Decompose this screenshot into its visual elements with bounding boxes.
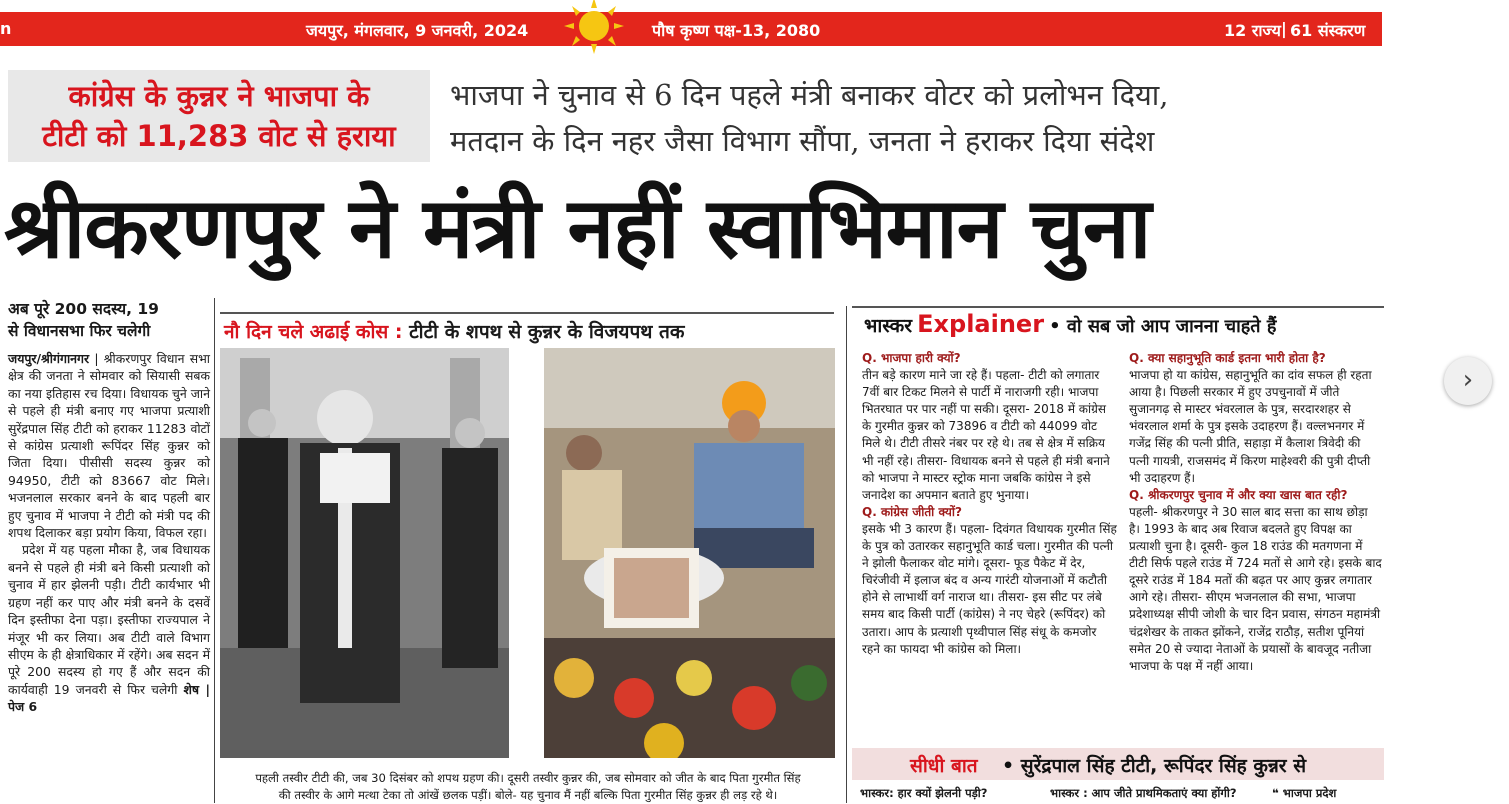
result-line-1: कांग्रेस के कुन्नर ने भाजपा के: [68, 79, 370, 113]
explainer-question: Q. श्रीकरणपुर चुनाव में और क्या खास बात रही?: [1129, 487, 1348, 502]
photo-oath-ceremony: [220, 348, 509, 758]
masthead-bar: [0, 12, 1382, 46]
kicker-line-2: मतदान के दिन नहर जैसा विभाग सौंपा, जनता ने हराकर दिया संदेश: [450, 124, 1155, 158]
direct-talk-label: सीधी बात: [910, 755, 978, 777]
center-headline-red: नौ दिन चले अढाई कोस :: [224, 321, 403, 343]
left-headline-line-2: से विधानसभा फिर चलेगी: [8, 322, 151, 340]
left-headline-line-1: अब पूरे 200 सदस्य, 19: [8, 300, 159, 318]
left-story-body: जयपुर/श्रीगंगानगर | श्रीकरणपुर विधान सभा क्षेत्र की जनता ने सोमवार को सियासी सबक का नया इतिहास रच दिया। विधायक चुने जाने से पहले ही मंत्री बनाए गए भाजपा प्रत्याशी सुरेंद्रपाल सिंह टीटी को हराकर 11283 वोटों से कांग्रेस प्रत्याशी रूपिंदर सिंह कुन्नर को जिता दिया। पीसीसी सदस्य कुन्नर को 94950, टीटी को 83667 वोट मिले। भजनलाल सरकार बनने के बाद पहली बार हुए चुनाव में भाजपा ने टीटी को मंत्री पद की शपथ दिलाकर बड़ा प्रयोग किया, विफल रहा। प्रदेश में यह पहला मौका है, जब विधायक बनने से पहले ही मंत्री बने किसी प्रत्याशी को चुनाव में हार झेलनी पड़ी। टीटी कार्यभार भी ग्रहण नहीं कर पाए और मंत्री बनने के दसवें दिन इस्तीफा देना पड़ा। इस्तीफा राज्यपाल ने मंजूर भी कर लिया। अब टीटी वाले विभाग सीएम के ही क्षेत्राधिकार में रहेंगे। अब सदन में पूरे 200 सदस्य हो गए हैं और सदन की कार्यवाही 19 जनवरी से फिर चलेगी शेष | पेज 6: [8, 351, 210, 715]
sun-logo-icon: [560, 0, 628, 60]
result-box: [8, 70, 430, 162]
explainer-column-1: [862, 350, 1117, 658]
masthead-states: 12 राज्य: [1224, 21, 1281, 40]
explainer-rule: [852, 306, 1384, 308]
left-para-2: प्रदेश में यह पहला मौका है, जब विधायक बनने से पहले ही मंत्री बने किसी प्रत्याशी को चुनाव में हार झेलनी पड़ी। टीटी कार्यभार भी ग्रहण नहीं कर पाए और मंत्री बनने के दसवें दिन इस्तीफा देना पड़ा। इस्तीफा राज्यपाल ने मंजूर भी कर लिया। अब टीटी वाले विभाग सीएम के ही क्षेत्राधिकार में रहेंगे। अब सदन में पूरे 200 सदस्य हो गए हैं और सदन की कार्यवाही 19 जनवरी से फिर चलेगी: [8, 542, 210, 697]
column-divider-right: [846, 306, 847, 803]
next-slide-button[interactable]: [1444, 357, 1492, 405]
masthead-editions: 61 संस्करण: [1290, 21, 1366, 40]
explainer-question: Q. कांग्रेस जीती क्यों?: [862, 504, 962, 519]
photo-victory-crowd: [544, 348, 835, 758]
masthead-divider: |: [1281, 19, 1287, 38]
direct-talk-subject: • सुरेंद्रपाल सिंह टीटी, रूपिंदर सिंह कुन्नर से: [1002, 755, 1307, 777]
photo-caption: [226, 770, 830, 804]
explainer-header: [864, 310, 1384, 344]
result-line-2: टीटी को 11,283 वोट से हराया: [42, 119, 396, 153]
main-headline: श्रीकरणपुर ने मंत्री नहीं स्वाभिमान चुना: [4, 179, 1151, 277]
kicker: [450, 72, 1390, 164]
interview-question: भास्कर : आप जीते प्राथमिकताएं क्या होंगी?: [1050, 786, 1237, 800]
explainer-answer: पहली- श्रीकरणपुर ने 30 साल बाद सत्ता का साथ छोड़ा है। 1993 के बाद अब रिवाज बदलते हुए विपक्ष का प्रत्याशी चुना है। दूसरी- कुल 18 राउंड की मतगणना में टीटी सिर्फ पहले राउंड में 724 मतों से आगे रहे। इसके बाद दूसरे राउंड में 184 मतों की बढ़त पर आए कुन्नर लगातार आगे रहे। तीसरा- सीएम भजनलाल की सभा, भाजपा प्रदेशाध्यक्ष सीपी जोशी के चार दिन प्रवास, संगठन महामंत्री चंद्रशेखर के ताकत झोंकने, राजेंद्र राठौड़, सतीश पूनियां समेत 20 से ज्यादा नेताओं के प्रयासों के बावजूद नतीजा भाजपा के पक्ष में नहीं आया।: [1129, 504, 1382, 673]
continued-link[interactable]: शेष | पेज 6: [8, 681, 210, 715]
direct-talk-banner: [852, 748, 1384, 780]
center-headline: [224, 318, 834, 344]
masthead-tithi: पौष कृष्ण पक्ष-13, 2080: [652, 21, 821, 40]
explainer-brand: भास्कर: [864, 315, 913, 337]
masthead-date: जयपुर, मंगलवार, 9 जनवरी, 2024: [306, 21, 529, 40]
chevron-right-icon: ›: [1462, 365, 1474, 395]
explainer-answer: भाजपा हो या कांग्रेस, सहानुभूति का दांव सफल ही रहता आया है। पिछली सरकार में हुए उपचुनावों में जीते सुजानगढ़ से मास्टर भंवरलाल के पुत्र, सरदारशहर से भंवरलाल शर्मा के पुत्र इसके उदाहरण हैं। वल्लभनगर में गजेंद्र सिंह की पत्नी प्रीति, सहाड़ा में कैलाश त्रिवेदी की पत्नी गायत्री, राजसमंद में किरण माहेश्वरी की पुत्री दीप्ती भी उदाहरण हैं।: [1129, 368, 1372, 485]
column-divider: [214, 298, 215, 803]
left-para-1: श्रीकरणपुर विधान सभा क्षेत्र की जनता ने सोमवार को सियासी सबक का नया इतिहास रच दिया। विधायक चुने जाने से पहले ही मंत्री बनाए गए भाजपा प्रत्याशी सुरेंद्रपाल सिंह टीटी को हराकर 11283 वोटों से कांग्रेस प्रत्याशी रूपिंदर सिंह कुन्नर को जिता दिया। पीसीसी सदस्य कुन्नर को 94950, टीटी को 83667 वोट मिले। भजनलाल सरकार बनने के बाद पहली बार हुए चुनाव में भाजपा ने टीटी को मंत्री पद की शपथ दिलाकर बड़ा प्रयोग किया, विफल रहा।: [8, 351, 210, 541]
caption-line-1: पहली तस्वीर टीटी की, जब 30 दिसंबर को शपथ ग्रहण की। दूसरी तस्वीर कुन्नर की, जब सोमवार को जीत के बाद पिता गुरमीत सिंह: [255, 771, 801, 785]
explainer-question: Q. भाजपा हारी क्यों?: [862, 351, 961, 365]
center-rule: [220, 312, 834, 314]
explainer-subtitle: • वो सब जो आप जानना चाहते हैं: [1049, 316, 1277, 337]
center-headline-black: टीटी के शपथ से कुन्नर के विजयपथ तक: [409, 321, 685, 343]
left-story-headline: [8, 298, 210, 342]
explainer-title: Explainer: [917, 310, 1045, 338]
explainer-question: Q. क्या सहानुभूति कार्ड इतना भारी होता है?: [1129, 351, 1326, 365]
interview-question-text: भाजपा प्रदेश: [1282, 786, 1337, 800]
masthead-edge-text: n: [0, 19, 12, 38]
interview-question: भास्कर: हार क्यों झेलनी पड़ी?: [860, 786, 988, 800]
interview-question: ❝ भाजपा प्रदेश: [1272, 786, 1337, 800]
explainer-answer: इसके भी 3 कारण हैं। पहला- दिवंगत विधायक गुरमीत सिंह के पुत्र को उतारकर सहानुभूति कार्ड चला। गुरमीत की पत्नी ने झोली फैलाकर वोट मांगे। दूसरा- फूड पैकेट में देर, चिरंजीवी में इलाज बंद व अन्य गारंटी योजनाओं में कटौती होने से लाभार्थी वर्ग नाराज था। तीसरा- इस सीट पर लंबे समय बाद किसी पार्टी (कांग्रेस) ने नए चेहरे (रूपिंदर) को उतारा। आप के प्रत्याशी पृथ्वीपाल सिंह संधू के कमजोर रहने का फायदा भी कांग्रेस को मिला।: [862, 521, 1117, 656]
dateline: जयपुर/श्रीगंगानगर: [8, 351, 90, 366]
explainer-column-2: [1129, 350, 1382, 675]
explainer-answer: तीन बड़े कारण माने जा रहे हैं। पहला- टीटी को लगातार 7वीं बार टिकट मिलने से पार्टी में नाराजगी रही। भाजपा भितरघात पर पार नहीं पा सकी। दूसरा- 2018 में कांग्रेस के गुरमीत कुन्नर को 73896 व टीटी को 44099 वोट मिले थे। टीटी तीसरे नंबर पर रहे थे। तब से क्षेत्र में सक्रिय भी नहीं रहे। तीसरा- विधायक बनने से पहले ही मंत्री बनाने को भाजपा ने मास्टर स्ट्रोक माना जबकि कांग्रेस ने इसे जनादेश का अपमान बताते हुए भुनाया।: [862, 368, 1110, 502]
kicker-line-1: भाजपा ने चुनाव से 6 दिन पहले मंत्री बनाकर वोटर को प्रलोभन दिया,: [450, 78, 1169, 112]
caption-line-2: की तस्वीर के आगे मत्था टेका तो आंखें छलक पड़ीं। बोले- यह चुनाव मैं नहीं बल्कि पिता गुरमीत सिंह कुन्नर ही लड़ रहे थे।: [278, 788, 778, 802]
